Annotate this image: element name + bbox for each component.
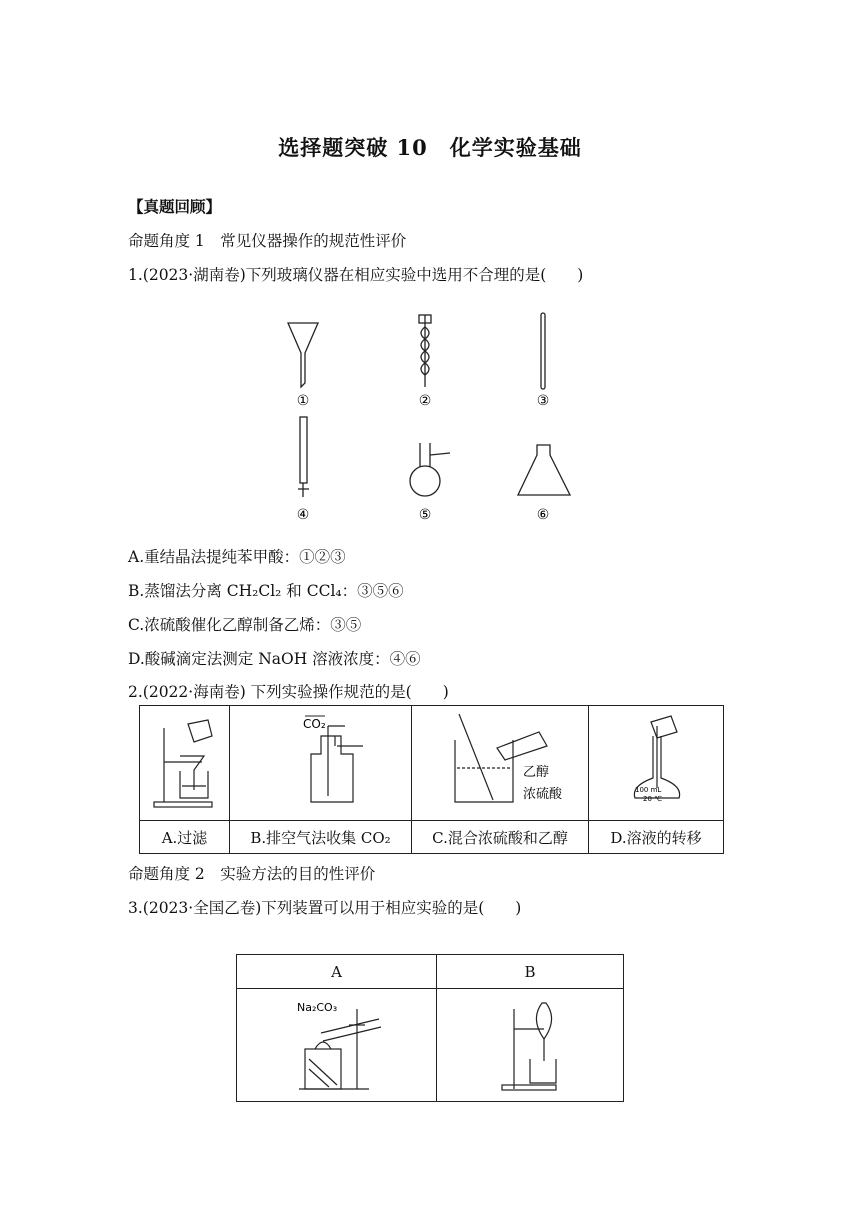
q2-caption-c: C.混合浓硫酸和乙醇: [412, 821, 589, 854]
q2-caption-d: D.溶液的转移: [589, 821, 724, 854]
angle-1-heading: 命题角度 1 常见仪器操作的规范性评价: [128, 232, 407, 250]
section-header: 【真题回顾】: [128, 197, 222, 216]
burette-icon: [298, 417, 309, 497]
q2-fig-d: [589, 706, 724, 821]
q1-option-d: D.酸碱滴定法测定 NaOH 溶液浓度：④⑥: [128, 650, 421, 668]
flask-temp-label: 20 ℃: [643, 795, 662, 803]
question-3-stem: 3.(2023·全国乙卷)下列装置可以用于相应实验的是( ): [128, 899, 522, 917]
page-title: 选择题突破 10 化学实验基础: [278, 135, 582, 160]
q3-fig-a: [237, 989, 437, 1102]
label-4: ④: [296, 507, 310, 523]
acid-label: 浓硫酸: [523, 787, 563, 802]
q1-glassware-figure: [270, 305, 590, 530]
q2-table: [139, 705, 724, 854]
q2-fig-b: [230, 706, 412, 821]
label-5: ⑤: [418, 507, 432, 523]
label-2: ②: [418, 393, 432, 409]
volumetric-flask-icon: [591, 706, 721, 816]
q3-header-a: A: [237, 955, 437, 989]
distillation-flask-icon: [410, 443, 450, 496]
co2-label: CO₂: [302, 717, 326, 731]
heating-tube-setup-icon: [239, 989, 435, 1097]
conical-flask-icon: [518, 445, 570, 495]
condenser-icon: [419, 315, 431, 387]
acid-mixing-icon: [413, 706, 587, 816]
thermometer-icon: [541, 313, 545, 389]
q1-option-b: B.蒸馏法分离 CH₂Cl₂ 和 CCl₄：③⑤⑥: [128, 582, 404, 600]
gas-collection-bottle-icon: [233, 706, 409, 816]
filtration-setup-icon: [142, 706, 228, 816]
ethanol-label: 乙醇: [523, 765, 550, 780]
funnel-icon: [288, 323, 318, 387]
q2-fig-c: [412, 706, 589, 821]
question-1-stem: 1.(2023·湖南卷)下列玻璃仪器在相应实验中选用不合理的是( ): [128, 266, 584, 284]
q2-caption-a: A.过滤: [140, 821, 230, 854]
question-2-stem: 2.(2022·海南卷) 下列实验操作规范的是( ): [128, 683, 449, 701]
q1-option-c: C.浓硫酸催化乙醇制备乙烯：③⑤: [128, 616, 362, 634]
q2-caption-b: B.排空气法收集 CO₂: [230, 821, 412, 854]
label-1: ①: [296, 393, 310, 409]
separatory-funnel-setup-icon: [438, 989, 622, 1097]
flask-volume-label: 100 mL: [635, 786, 662, 794]
q2-fig-a: [140, 706, 230, 821]
q1-option-a: A.重结晶法提纯苯甲酸：①②③: [128, 548, 346, 566]
label-3: ③: [536, 393, 550, 409]
label-6: ⑥: [536, 507, 550, 523]
angle-2-heading: 命题角度 2 实验方法的目的性评价: [128, 865, 376, 883]
q3-header-b: B: [437, 955, 624, 989]
q3-table: [236, 954, 624, 1102]
q3-fig-b: [437, 989, 624, 1102]
na2co3-label: Na₂CO₃: [296, 1001, 337, 1014]
